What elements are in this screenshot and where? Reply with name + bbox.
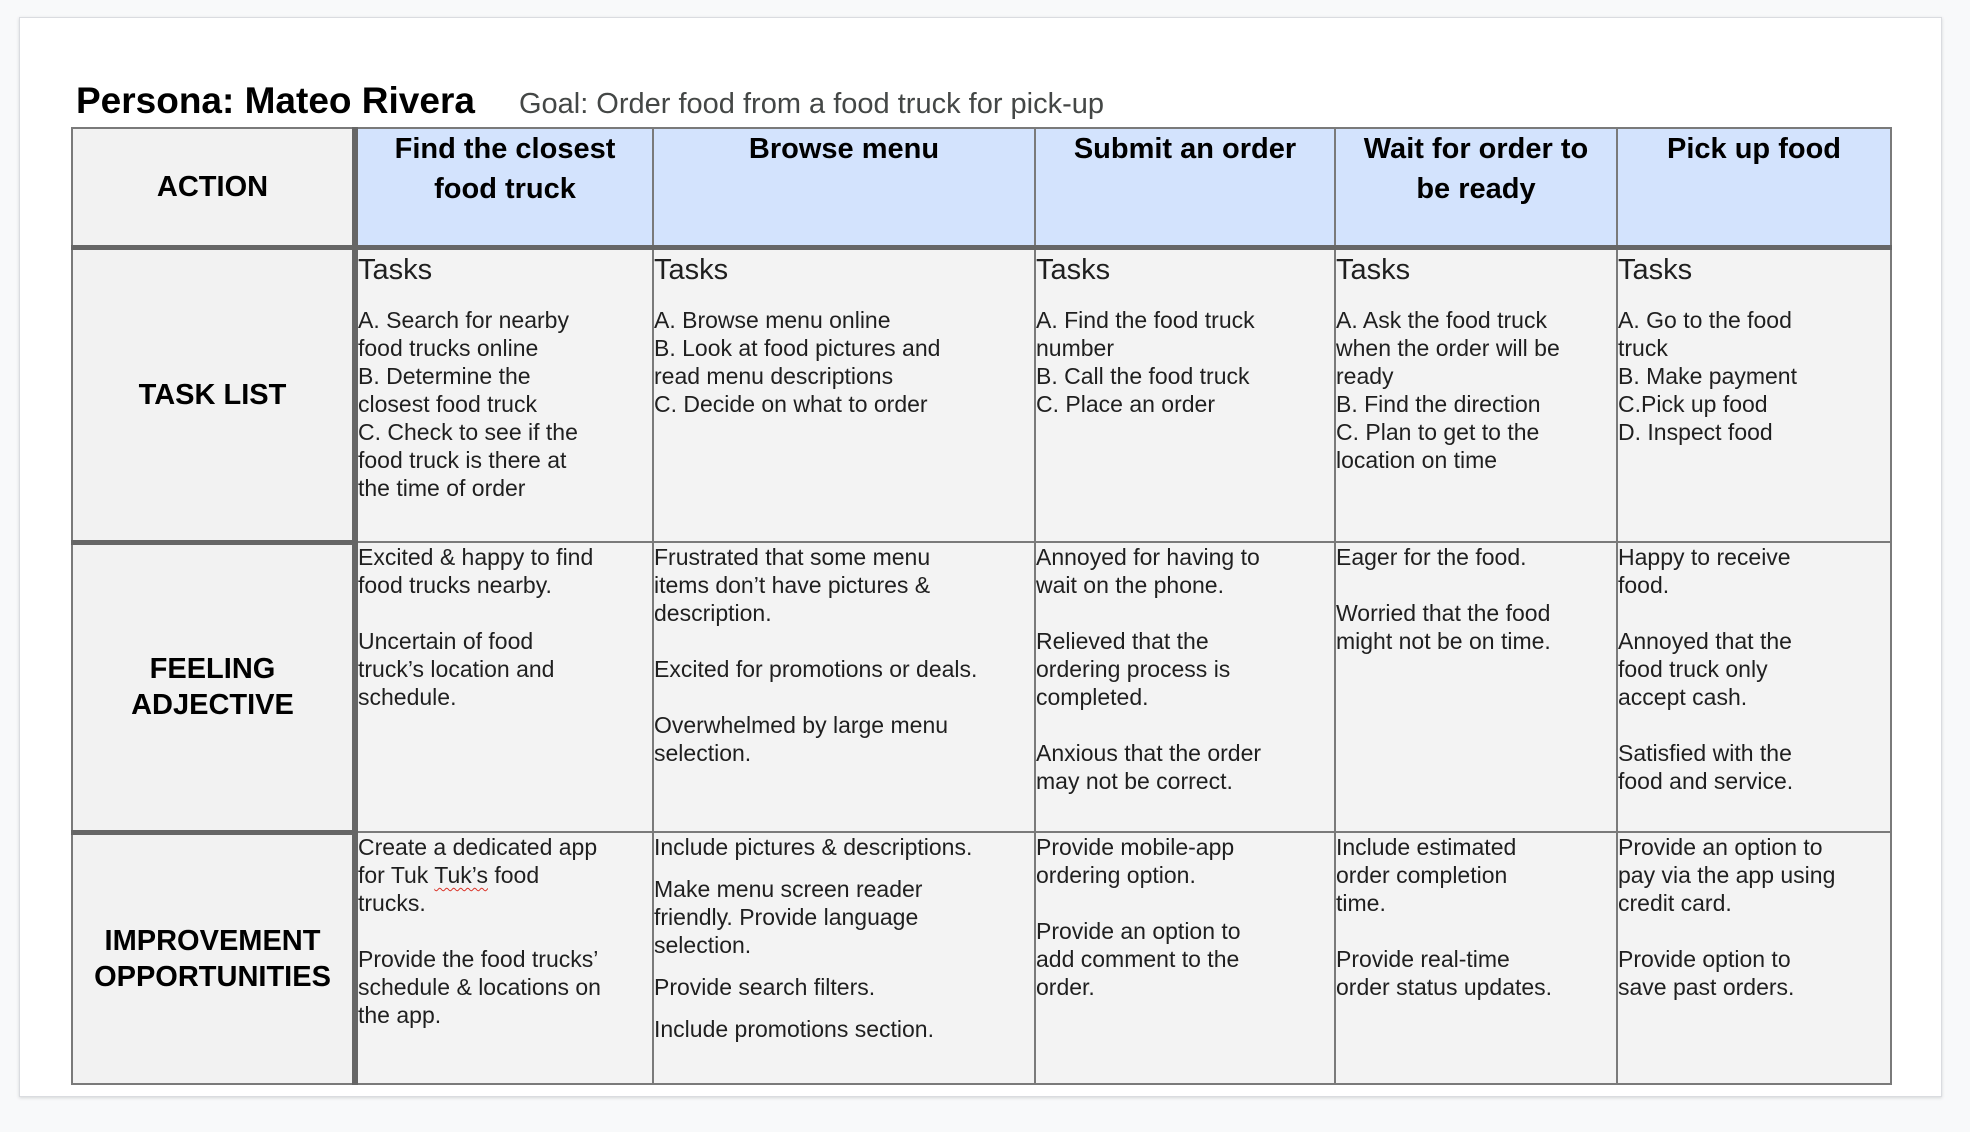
- task-line: C. Plan to get to the: [1336, 418, 1540, 445]
- task-line: when the order will be: [1336, 334, 1560, 361]
- improvement-cell: [653, 832, 1035, 1084]
- improvement-cell: [1617, 832, 1891, 1084]
- task-cell: [1617, 247, 1891, 542]
- feeling-line: might not be on time.: [1336, 628, 1551, 654]
- row-header-label: IMPROVEMENT: [104, 924, 321, 957]
- feeling-line: Satisfied with the: [1618, 740, 1792, 766]
- feeling-line: food truck only: [1618, 656, 1768, 682]
- task-line: C. Check to see if the: [358, 418, 578, 445]
- feeling-line: truck’s location and: [358, 656, 555, 682]
- tasks-heading: Tasks: [1336, 253, 1411, 286]
- improvement-line: schedule & locations on: [358, 974, 601, 1000]
- stage-header-line: Wait for order to: [1363, 133, 1589, 165]
- feeling-line: Excited & happy to find: [358, 544, 594, 570]
- improvement-line: the app.: [358, 1002, 442, 1028]
- feeling-line: Excited for promotions or deals.: [654, 656, 978, 682]
- improvement-line: Provide search filters.: [654, 974, 876, 1000]
- task-cell: [1035, 247, 1335, 542]
- task-line: food truck is there at: [358, 446, 567, 473]
- task-line: C. Decide on what to order: [654, 390, 928, 417]
- improvement-line: Create a dedicated app: [358, 834, 598, 860]
- feeling-line: food.: [1618, 572, 1670, 598]
- feeling-line: Annoyed for having to: [1036, 544, 1260, 570]
- slide-canvas: [19, 17, 1942, 1097]
- task-line: read menu descriptions: [654, 362, 894, 389]
- row-header-label: FEELING: [149, 653, 276, 685]
- feeling-line: may not be correct.: [1036, 768, 1233, 794]
- row-header-improvement: [72, 832, 355, 1084]
- task-line: closest food truck: [358, 390, 537, 417]
- improvement-line: add comment to the: [1036, 946, 1240, 972]
- improvement-cell: [355, 832, 653, 1084]
- row-header-label: TASK LIST: [138, 378, 287, 411]
- row-header-action: [72, 128, 355, 247]
- task-line: location on time: [1336, 446, 1498, 473]
- feeling-line: food trucks nearby.: [358, 572, 552, 598]
- tasks-heading: Tasks: [1036, 253, 1111, 286]
- improvement-line: Provide an option to: [1036, 918, 1241, 944]
- feeling-cell: [1035, 542, 1335, 832]
- stage-header: [653, 128, 1035, 247]
- improvement-line: trucks.: [358, 890, 426, 916]
- tasks-heading: Tasks: [654, 253, 729, 286]
- feeling-line: Happy to receive: [1618, 544, 1791, 570]
- stage-header-line: Browse menu: [748, 133, 940, 165]
- feeling-cell: [1617, 542, 1891, 832]
- improvement-line: Provide an option to: [1618, 834, 1823, 860]
- task-line: B. Look at food pictures and: [654, 334, 941, 361]
- task-line: A. Go to the food: [1618, 306, 1792, 333]
- task-line: B. Call the food truck: [1036, 362, 1250, 389]
- improvement-line: Provide real-time: [1336, 946, 1510, 972]
- task-line: B. Make payment: [1618, 362, 1797, 389]
- feeling-line: Worried that the food: [1336, 600, 1551, 626]
- task-cell: [355, 247, 653, 542]
- task-line: truck: [1618, 334, 1668, 361]
- improvement-line: Make menu screen reader: [654, 876, 923, 902]
- task-line: food trucks online: [358, 334, 539, 361]
- task-line: C. Place an order: [1036, 390, 1215, 417]
- row-header-label: OPPORTUNITIES: [94, 960, 331, 993]
- tasks-heading: Tasks: [358, 253, 433, 286]
- spellcheck-underlined-word: Tuk’s: [434, 862, 488, 888]
- improvement-line: Include promotions section.: [654, 1016, 934, 1042]
- tasks-heading: Tasks: [1618, 253, 1693, 286]
- improvement-cell: [1035, 832, 1335, 1084]
- row-header-feeling: [72, 542, 355, 832]
- stage-header-line: be ready: [1416, 173, 1536, 205]
- feeling-line: food and service.: [1618, 768, 1794, 794]
- feeling-row: [72, 542, 1891, 832]
- goal-subtitle: Goal: Order food from a food truck for pick-up: [518, 88, 1105, 120]
- task-line: number: [1036, 334, 1114, 361]
- task-line: B. Determine the: [358, 362, 531, 389]
- improvement-line: order.: [1036, 974, 1095, 1000]
- improvement-line: pay via the app using: [1618, 862, 1836, 888]
- improvement-line: ordering option.: [1036, 862, 1196, 888]
- row-header-label: ADJECTIVE: [131, 689, 294, 721]
- improvement-line: order completion: [1336, 862, 1508, 888]
- feeling-line: schedule.: [358, 684, 457, 710]
- improvement-row: [72, 832, 1891, 1084]
- task-line: ready: [1336, 362, 1394, 389]
- task-cell: [653, 247, 1035, 542]
- feeling-line: Uncertain of food: [358, 628, 534, 654]
- task-list-row: [72, 247, 1891, 542]
- feeling-line: Anxious that the order: [1036, 740, 1262, 766]
- feeling-line: Frustrated that some menu: [654, 544, 931, 570]
- improvement-text: food: [487, 862, 540, 888]
- task-line: A. Ask the food truck: [1336, 306, 1547, 333]
- feeling-line: Eager for the food.: [1336, 544, 1527, 570]
- feeling-line: Relieved that the: [1036, 628, 1209, 654]
- improvement-line: [358, 861, 652, 889]
- stage-header: [1035, 128, 1335, 247]
- persona-title: Persona: Mateo Rivera: [76, 80, 475, 121]
- row-header-action-label: ACTION: [156, 170, 269, 203]
- task-line: the time of order: [358, 474, 526, 501]
- action-row: [72, 128, 1891, 247]
- stage-header-line: Find the closest: [394, 133, 616, 165]
- feeling-line: Annoyed that the: [1618, 628, 1792, 654]
- feeling-line: completed.: [1036, 684, 1149, 710]
- task-line: A. Browse menu online: [654, 306, 891, 333]
- improvement-line: time.: [1336, 890, 1386, 916]
- feeling-line: description.: [654, 600, 772, 626]
- improvement-line: Include pictures & descriptions.: [654, 834, 973, 860]
- feeling-line: Overwhelmed by large menu: [654, 712, 949, 738]
- user-journey-map: [71, 127, 1892, 1085]
- improvement-line: Provide option to: [1618, 946, 1791, 972]
- stage-header-line: Pick up food: [1667, 133, 1841, 165]
- feeling-line: wait on the phone.: [1036, 572, 1224, 598]
- improvement-line: selection.: [654, 932, 752, 958]
- stage-header: [1617, 128, 1891, 247]
- stage-header-line: Submit an order: [1073, 133, 1297, 165]
- improvement-text: for Tuk: [358, 862, 435, 888]
- task-line: B. Find the direction: [1336, 390, 1541, 417]
- feeling-line: items don’t have pictures &: [654, 572, 931, 598]
- row-header-task-list: [72, 247, 355, 542]
- improvement-cell: [1335, 832, 1617, 1084]
- feeling-cell: [1335, 542, 1617, 832]
- feeling-line: selection.: [654, 740, 752, 766]
- feeling-cell: [355, 542, 653, 832]
- feeling-line: ordering process is: [1036, 656, 1231, 682]
- improvement-line: friendly. Provide language: [654, 904, 919, 930]
- improvement-line: Provide mobile-app: [1036, 834, 1235, 860]
- task-line: A. Find the food truck: [1036, 306, 1255, 333]
- task-cell: [1335, 247, 1617, 542]
- task-line: A. Search for nearby: [358, 306, 569, 333]
- improvement-line: credit card.: [1618, 890, 1732, 916]
- improvement-line: order status updates.: [1336, 974, 1553, 1000]
- feeling-line: accept cash.: [1618, 684, 1748, 710]
- stage-header: [355, 128, 653, 247]
- improvement-line: Provide the food trucks’: [358, 946, 599, 972]
- task-line: D. Inspect food: [1618, 418, 1773, 445]
- improvement-line: save past orders.: [1618, 974, 1795, 1000]
- stage-header-line: food truck: [434, 173, 576, 205]
- task-line: C.Pick up food: [1618, 390, 1768, 417]
- feeling-cell: [653, 542, 1035, 832]
- stage-header: [1335, 128, 1617, 247]
- improvement-line: Include estimated: [1336, 834, 1517, 860]
